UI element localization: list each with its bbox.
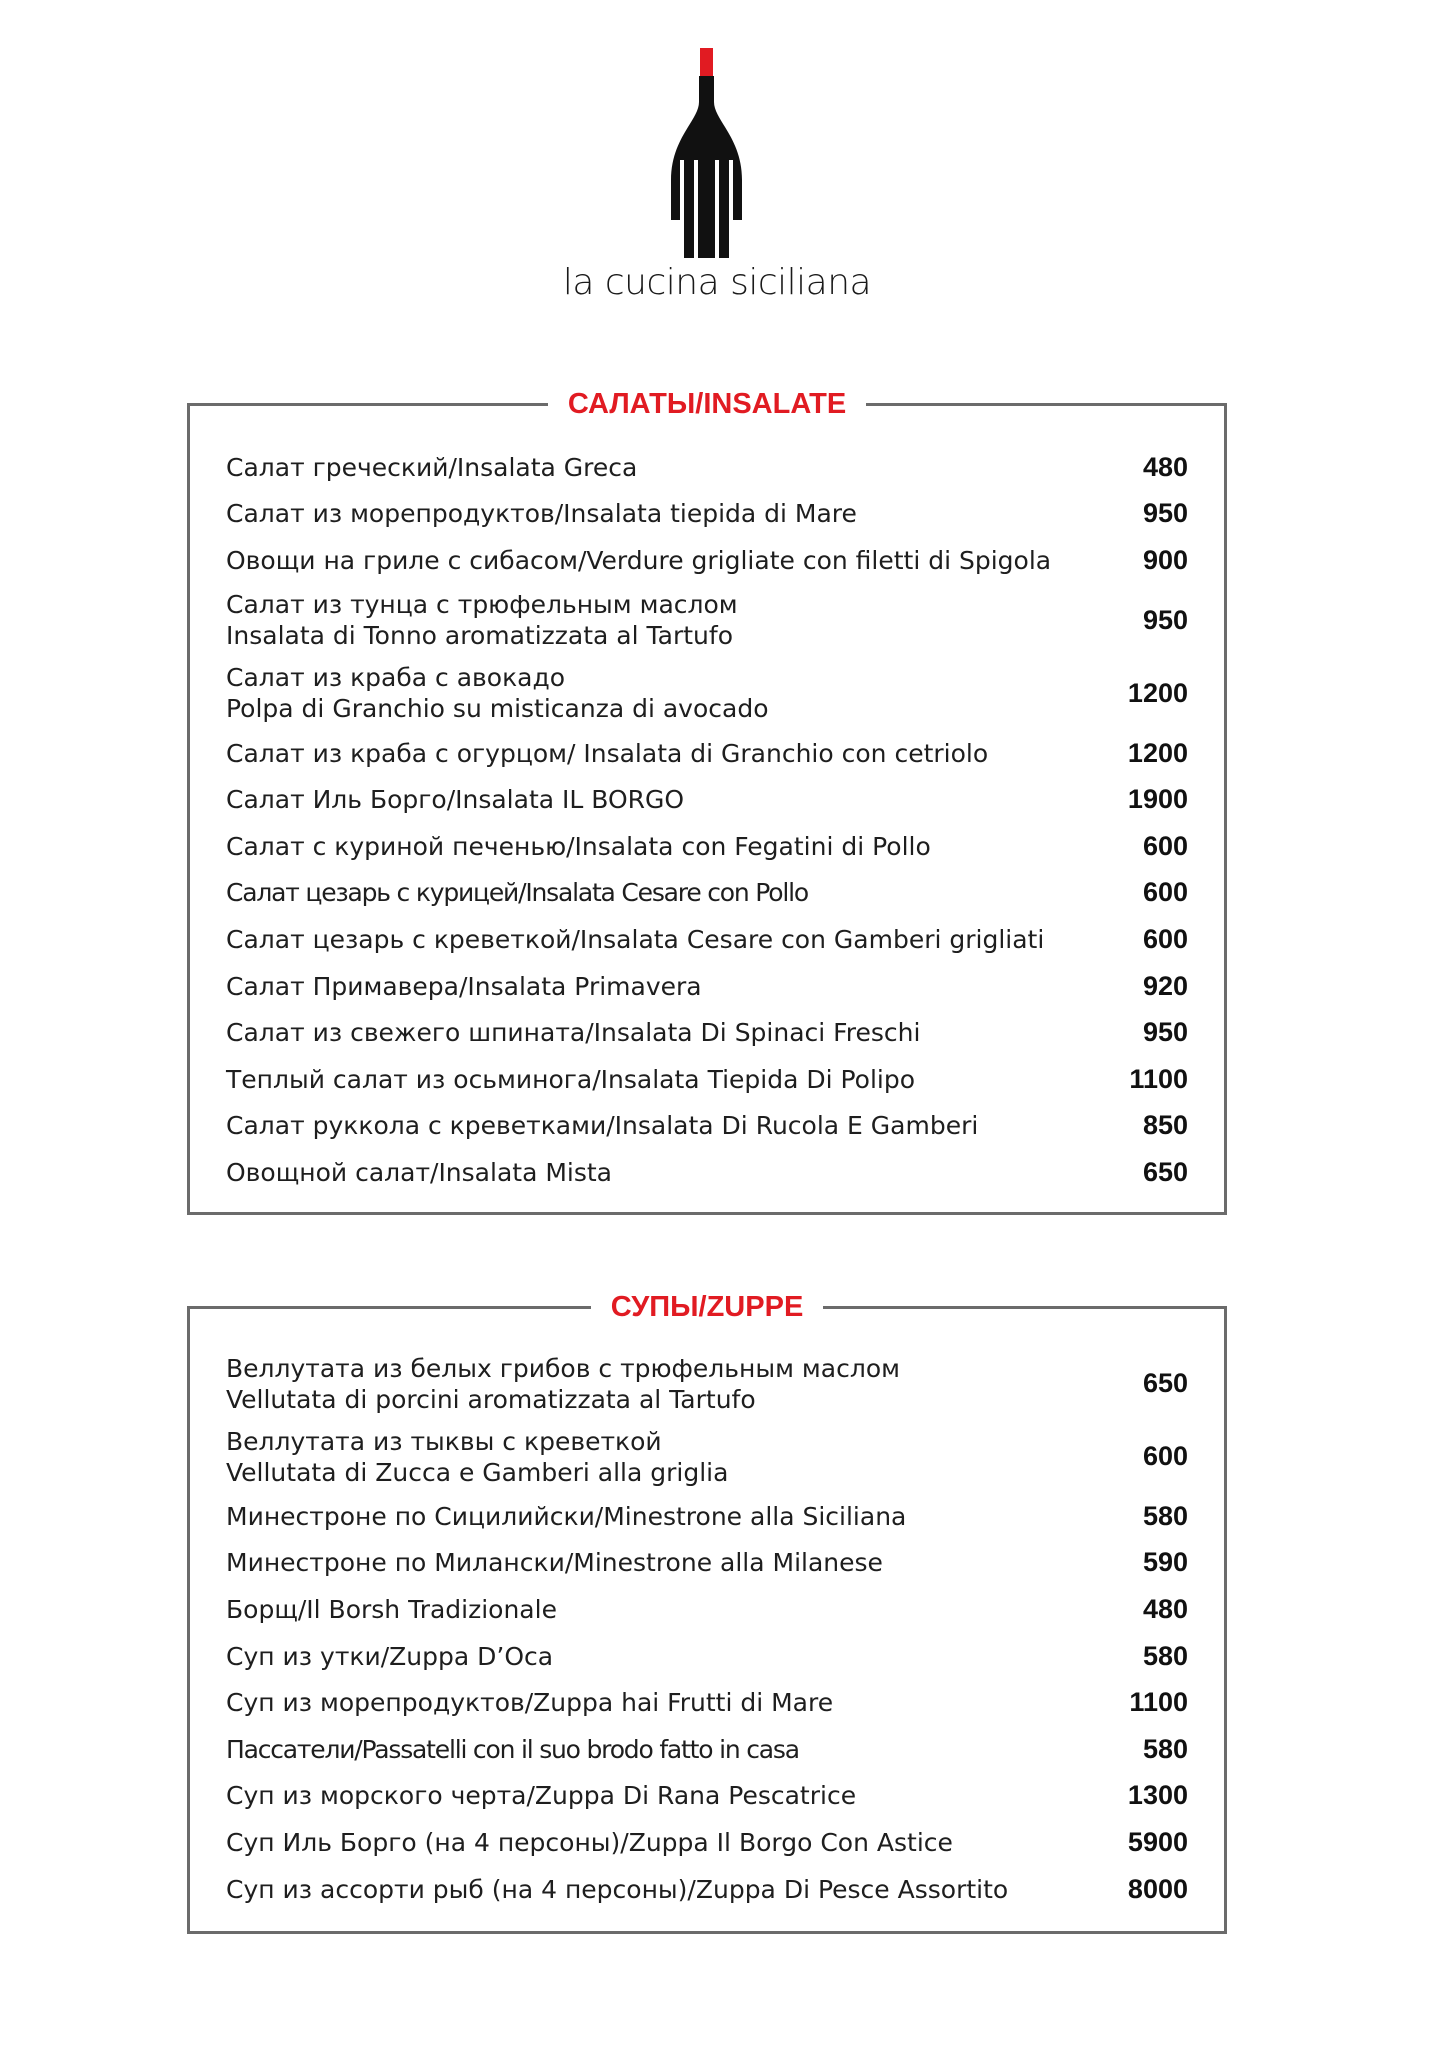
- menu-item: [226, 776, 1188, 823]
- dish-price: 950: [1142, 498, 1188, 529]
- dish-price: 1100: [1129, 1687, 1188, 1718]
- dish-name: Овощной салат/Insalata Mista: [226, 1157, 612, 1187]
- dish-name: Борщ/Il Borsh Tradizionale: [226, 1594, 557, 1624]
- dish-price: 580: [1142, 1500, 1188, 1531]
- dish-price: 600: [1142, 1441, 1188, 1471]
- dish-price: 1200: [1127, 677, 1188, 708]
- menu-item: [226, 444, 1188, 491]
- dish-price: 580: [1142, 1640, 1188, 1671]
- dish-name: Суп из морепродуктов/Zuppa hai Frutti di Mare: [226, 1688, 834, 1718]
- dish-name-it: Vellutata di Zucca e Gamberi alla griglia: [226, 1457, 729, 1487]
- menu-list: [226, 444, 1188, 1196]
- menu-item: [226, 1420, 1188, 1493]
- dish-price: 920: [1142, 970, 1188, 1001]
- dish-price: 1300: [1127, 1780, 1188, 1811]
- dish-name: Салат Иль Борго/Insalata IL BORGO: [226, 785, 685, 815]
- menu-item: [226, 1493, 1188, 1540]
- dish-name: Салат из морепродуктов/Insalata tiepida di Mare: [226, 499, 857, 529]
- dish-name: Салат цезарь с креветкой/Insalata Cesare con Gamberi grigliati: [226, 924, 1045, 954]
- dish-price: 8000: [1127, 1873, 1188, 1904]
- dish-name: Пассатели/Passatelli con il suo brodo fatto in casa: [226, 1734, 799, 1764]
- restaurant-name: la cucina siciliana: [562, 262, 872, 303]
- menu-item: [226, 1347, 1188, 1420]
- menu-item: [226, 584, 1188, 657]
- menu-item: [226, 1056, 1188, 1103]
- dish-price: 950: [1142, 1017, 1188, 1048]
- menu-list: [226, 1347, 1188, 1912]
- dish-price: 950: [1142, 604, 1188, 635]
- dish-price: 600: [1142, 830, 1188, 861]
- dish-name-it: Insalata di Tonno aromatizzata al Tartufo: [226, 621, 733, 651]
- dish-price: 600: [1142, 923, 1188, 954]
- dish-price: 1900: [1127, 784, 1188, 815]
- menu-item: [226, 491, 1188, 538]
- menu-item: [226, 1103, 1188, 1150]
- menu-item: [226, 1819, 1188, 1866]
- menu-item: [226, 1866, 1188, 1913]
- dish-name: Минестроне по Сицилийски/Minestrone alla Siciliana: [226, 1501, 907, 1531]
- menu-item: [226, 1633, 1188, 1680]
- dish-name-it: Vellutata di porcini aromatizzata al Tartufo: [226, 1384, 756, 1414]
- dish-name: Салат руккола с креветками/Insalata Di Rucola E Gamberi: [226, 1111, 979, 1141]
- restaurant-logo: [0, 0, 1434, 340]
- dish-name-ru: Салат из краба с авокадо: [226, 663, 566, 693]
- dish-price: 580: [1142, 1733, 1188, 1764]
- menu-item: [226, 1009, 1188, 1056]
- dish-price: 650: [1142, 1156, 1188, 1187]
- dish-name: Салат из свежего шпината/Insalata Di Spinaci Freschi: [226, 1018, 921, 1048]
- section-title: [190, 384, 1224, 424]
- dish-name: Салат Примавера/Insalata Primavera: [226, 971, 702, 1001]
- dish-price: 600: [1142, 877, 1188, 908]
- soups-section: [187, 1291, 1227, 1934]
- dish-name-ru: Веллутата из белых грибов с трюфельным маслом: [226, 1353, 900, 1383]
- dish-price: 650: [1142, 1368, 1188, 1398]
- dish-name: Салат из краба с огурцом/ Insalata di Granchio con cetriolo: [226, 738, 989, 768]
- menu-item: [226, 1726, 1188, 1773]
- dish-price: 1200: [1127, 737, 1188, 768]
- dish-name: Салат цезарь с курицей/Insalata Cesare con Pollo: [226, 878, 808, 908]
- menu-item: [226, 1540, 1188, 1587]
- menu-item: [226, 1586, 1188, 1633]
- dish-name: [226, 1426, 728, 1488]
- menu-item: [226, 1773, 1188, 1820]
- menu-item: [226, 823, 1188, 870]
- section-title: [190, 1287, 1224, 1327]
- section-title-text: СУПЫ/ZUPPE: [591, 1287, 824, 1327]
- menu-item: [226, 730, 1188, 777]
- dish-price: 590: [1142, 1547, 1188, 1578]
- dish-name: [226, 589, 738, 651]
- dish-name-ru: Салат из тунца с трюфельным маслом: [226, 590, 738, 620]
- dish-price: 480: [1142, 451, 1188, 482]
- menu-item: [226, 963, 1188, 1010]
- menu-item: [226, 916, 1188, 963]
- dish-name: Минестроне по Милански/Minestrone alla Milanese: [226, 1548, 883, 1578]
- dish-name: Суп из морского черта/Zuppa Di Rana Pescatrice: [226, 1781, 857, 1811]
- dish-name: [226, 1353, 900, 1415]
- section-title-text: САЛАТЫ/INSALATE: [548, 384, 866, 424]
- dish-name: Суп Иль Борго (на 4 персоны)/Zuppa Il Borgo Con Astice: [226, 1827, 953, 1857]
- dish-name: [226, 662, 769, 724]
- dish-name: Теплый салат из осьминога/Insalata Tiepida Di Polipo: [226, 1064, 916, 1094]
- dish-price: 900: [1142, 544, 1188, 575]
- salads-section: [187, 388, 1227, 1215]
- dish-price: 480: [1142, 1593, 1188, 1624]
- dish-name: Салат греческий/Insalata Greca: [226, 452, 638, 482]
- dish-price: 5900: [1127, 1826, 1188, 1857]
- dish-price: 850: [1142, 1110, 1188, 1141]
- menu-item: [226, 1679, 1188, 1726]
- dish-price: 1100: [1129, 1063, 1188, 1094]
- dish-name: Суп из ассорти рыб (на 4 персоны)/Zuppa Di Pesce Assortito: [226, 1874, 1009, 1904]
- menu-item: [226, 657, 1188, 730]
- dish-name: Овощи на гриле с сибасом/Verdure grigliate con filetti di Spigola: [226, 545, 1052, 575]
- menu-item: [226, 870, 1188, 917]
- dish-name: Салат с куриной печенью/Insalata con Fegatini di Pollo: [226, 831, 931, 861]
- menu-item: [226, 537, 1188, 584]
- dish-name-it: Polpa di Granchio su misticanza di avocado: [226, 694, 769, 724]
- wine-bottle-fork-icon: [660, 44, 750, 264]
- dish-name: Суп из утки/Zuppa D’Oca: [226, 1641, 554, 1671]
- menu-item: [226, 1149, 1188, 1196]
- dish-name-ru: Веллутата из тыквы с креветкой: [226, 1426, 662, 1456]
